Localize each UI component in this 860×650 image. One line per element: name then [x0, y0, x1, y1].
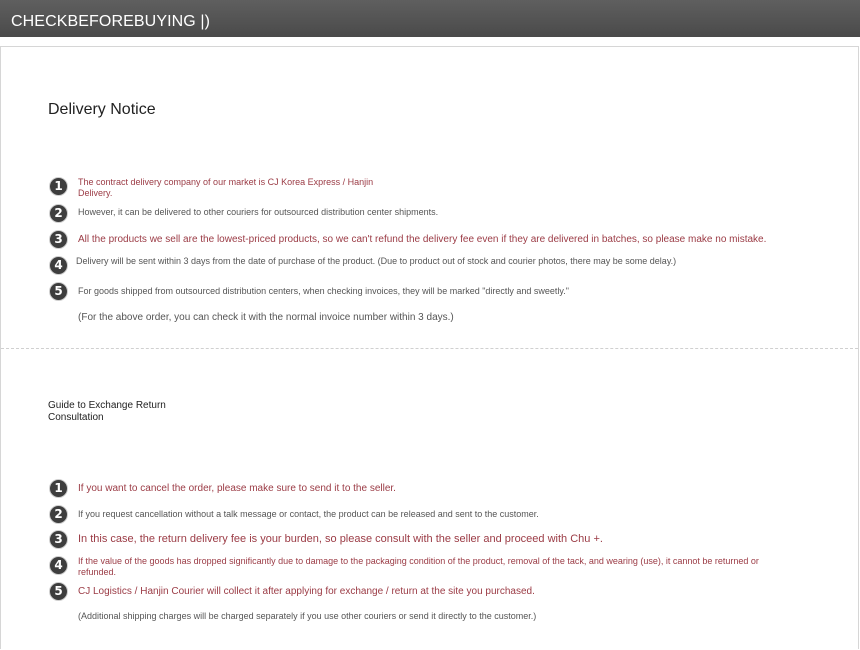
number-badge-1: 1: [49, 479, 68, 498]
number-badge-2: 2: [49, 505, 68, 524]
delivery-item-1-text: The contract delivery company of our market is CJ Korea Express / Hanjin Delivery.: [78, 177, 374, 198]
number-badge-4: 4: [49, 256, 68, 275]
exchange-item-2-text: If you request cancellation without a talk message or contact, the product can be released and sent to the customer.: [78, 509, 539, 519]
number-badge-2: 2: [49, 204, 68, 223]
delivery-item-2-text: However, it can be delivered to other couriers for outsourced distribution center shipments.: [78, 207, 439, 217]
exchange-item-1-text: If you want to cancel the order, please make sure to send it to the seller.: [78, 483, 396, 494]
exchange-item-3-text: In this case, the return delivery fee is your burden, so please consult with the seller and proceed with Chu +.: [78, 533, 603, 545]
number-badge-3: 3: [49, 230, 68, 249]
number-badge-5: 5: [49, 282, 68, 301]
exchange-note: (Additional shipping charges will be charged separately if you use other couriers or send it directly to the customer.): [78, 611, 537, 621]
exchange-item-5-text: CJ Logistics / Hanjin Courier will collect it after applying for exchange / return at the site you purchased.: [78, 586, 535, 597]
delivery-item-3-text: All the products we sell are the lowest-priced products, so we can't refund the delivery fee even if they are delivered in batches, so please make no mistake.: [78, 234, 767, 245]
number-badge-5: 5: [49, 582, 68, 601]
delivery-notice-title: Delivery Notice: [48, 101, 156, 118]
number-badge-3: 3: [49, 530, 68, 549]
delivery-item-5-text: For goods shipped from outsourced distribution centers, when checking invoices, they will be marked "directly and sweetly.": [78, 286, 569, 296]
section-divider: [1, 348, 858, 349]
header-title: CHECKBEFOREBUYING |): [11, 13, 211, 30]
header-bar: [0, 0, 860, 37]
exchange-item-4-text: If the value of the goods has dropped significantly due to damage to the packaging condition of the product, removal of the tack, and wearing (use), it cannot be returned or refunded.: [78, 556, 759, 577]
number-badge-1: 1: [49, 177, 68, 196]
delivery-note: (For the above order, you can check it with the normal invoice number within 3 days.): [78, 312, 454, 323]
delivery-item-4-text: Delivery will be sent within 3 days from the date of purchase of the product. (Due to product out of stock and courier photos, there may be some delay.): [76, 256, 677, 266]
exchange-guide-title: Guide to Exchange Return Consultation: [48, 400, 166, 423]
number-badge-4: 4: [49, 556, 68, 575]
